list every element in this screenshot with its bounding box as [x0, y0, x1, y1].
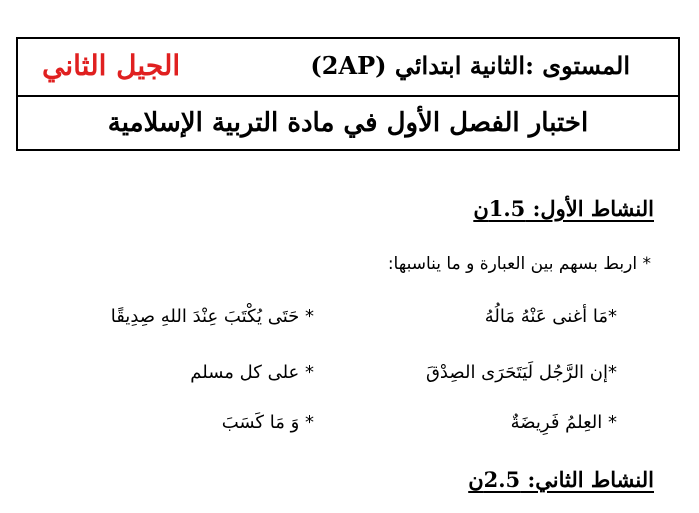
match-completion-1: * حَتَى يُكْتَبَ عِنْدَ اللهِ صِدِيقًا — [110, 306, 314, 327]
match-phrase-3: * العِلمُ فَرِيضَةٌ — [510, 412, 617, 433]
level-line: المستوى :الثانية ابتدائي (2AP) — [310, 51, 630, 80]
activity1-instruction: * اربط بسهم بين العبارة و ما يناسبها: — [387, 254, 651, 274]
generation-label: الجيل الثاني — [42, 49, 181, 82]
match-phrase-1: *مَا أغنى عَنْهُ مَالُهُ — [484, 306, 617, 327]
activity2-title: النشاط الثاني: 2.5ن — [468, 467, 654, 492]
exam-title: اختبار الفصل الأول في مادة التربية الإسلامية — [107, 108, 589, 138]
header-top-row — [18, 39, 678, 95]
header-box — [16, 37, 680, 151]
activity1-title: النشاط الأول: 1.5ن — [473, 196, 654, 221]
match-completion-2: * على كل مسلم — [190, 362, 314, 383]
match-completion-3: * وَ مَا كَسَبَ — [221, 412, 314, 433]
match-phrase-2: *إن الرَّجُل لَيَتَحَرَى الصِدْقَ — [425, 362, 617, 383]
